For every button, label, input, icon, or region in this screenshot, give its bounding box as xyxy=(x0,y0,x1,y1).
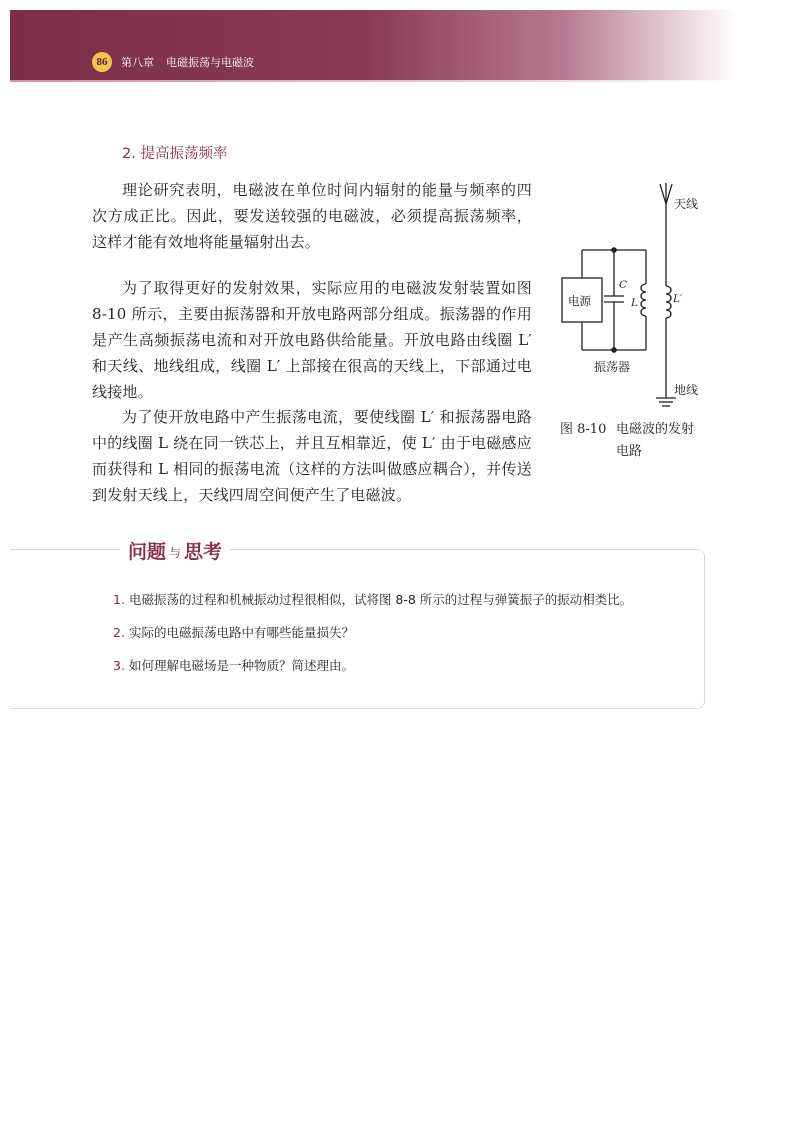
antenna-arm xyxy=(666,184,672,204)
ground-label: 地线 xyxy=(674,383,699,397)
question-item xyxy=(113,656,703,674)
coil-l-label: L xyxy=(631,297,638,309)
questions-title xyxy=(120,537,230,564)
coil-l xyxy=(641,284,646,316)
coil-l-prime-label: L′ xyxy=(673,293,683,305)
capacitor-label: C xyxy=(619,279,628,291)
questions-title-mid: 与 xyxy=(169,546,182,560)
question-text: 实际的电磁振荡电路中有哪些能量损失？ xyxy=(128,625,354,640)
question-item xyxy=(113,590,703,608)
question-text: 电磁振荡的过程和机械振动过程很相似，试将图 8-8 所示的过程与弹簧振子的振动相类比。 xyxy=(128,592,633,607)
coil-l-prime xyxy=(666,286,671,318)
figure-number: 图 8-10 xyxy=(560,422,607,437)
paragraph: 为了使开放电路中产生振荡电流，要使线圈 L′ 和振荡器电路中的线圈 L 绕在同一铁芯上，并且互相靠近，使 L′ 由于电磁感应而获得和 L 相同的振荡电流（这样的方法叫做感应耦合），并传送到发射天线上，天线四周空间便产生了电磁波。 xyxy=(92,408,532,504)
chapter-title: 电磁振荡与电磁波 xyxy=(166,56,254,69)
questions-title-b: 思考 xyxy=(184,541,223,563)
question-number: 2. xyxy=(113,625,125,640)
questions-title-a: 问题 xyxy=(128,541,167,563)
section-heading: 2. 提高振荡频率 xyxy=(122,146,228,162)
junction-dot xyxy=(611,347,617,353)
antenna-arm xyxy=(660,184,666,204)
question-number: 3. xyxy=(113,658,125,673)
question-text: 如何理解电磁场是一种物质？简述理由。 xyxy=(128,658,354,673)
page-number: 86 xyxy=(92,52,112,72)
figure-title-continued: 电路 xyxy=(616,444,643,459)
antenna-label: 天线 xyxy=(674,197,699,211)
transmitter-circuit-diagram xyxy=(548,178,728,418)
chapter-number: 第八章 xyxy=(121,56,154,69)
power-source-label: 电源 xyxy=(568,294,591,308)
chapter-label xyxy=(121,54,254,70)
figure-caption xyxy=(560,419,720,463)
figure-title: 电磁波的发射 xyxy=(616,422,695,437)
junction-dot xyxy=(611,247,617,253)
question-number: 1. xyxy=(113,592,125,607)
header-rule xyxy=(10,80,730,82)
paragraph: 理论研究表明，电磁波在单位时间内辐射的能量与频率的四次方成正比。因此，要发送较强的电磁波，必须提高振荡频率，这样才能有效地将能量辐射出去。 xyxy=(92,181,532,251)
oscillator-label: 振荡器 xyxy=(594,360,631,374)
question-item xyxy=(113,623,703,641)
paragraph: 为了取得更好的发射效果，实际应用的电磁波发射装置如图 8-10 所示，主要由振荡器和开放电路两部分组成。振荡器的作用是产生高频振荡电流和对开放电路供给能量。开放电路由线圈 L′ 和天线、地线组成，线圈 L′ 上部接在很高的天线上，下部通过电线接地。 xyxy=(92,279,532,401)
